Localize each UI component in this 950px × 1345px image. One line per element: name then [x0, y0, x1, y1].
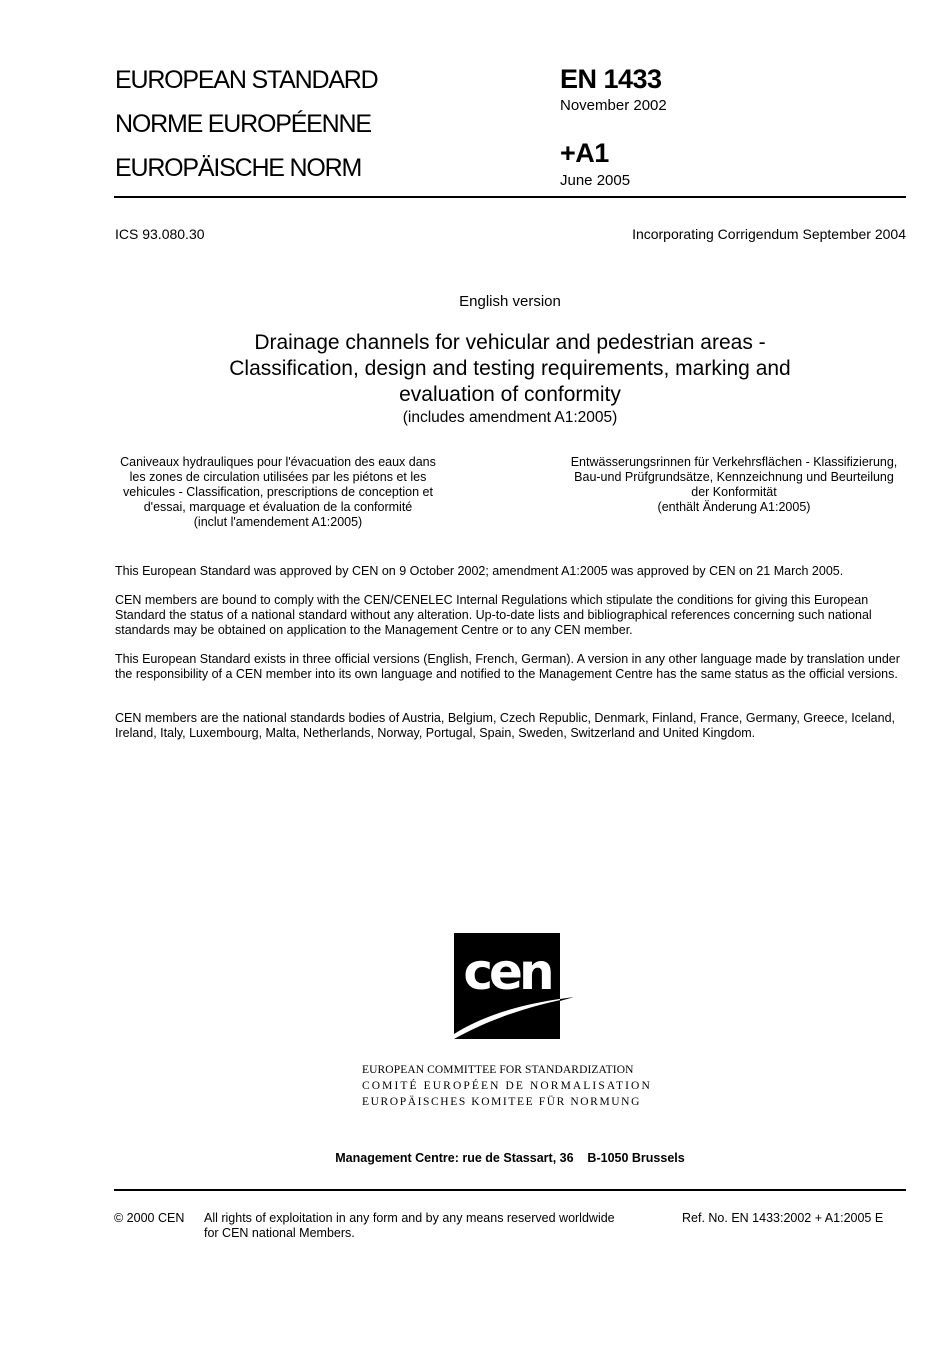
french-title-line: Caniveaux hydrauliques pour l'évacuation des eaux dans — [120, 455, 436, 469]
committee-french: COMITÉ EUROPÉEN DE NORMALISATION — [362, 1080, 652, 1092]
title-line: Classification, design and testing requirements, marking and — [229, 357, 791, 380]
french-title-line: les zones de circulation utilisées par les piétons et les — [129, 470, 427, 484]
french-title-line: vehicules - Classification, prescriptions de conception et — [123, 485, 433, 499]
cen-logo-text: cen — [463, 943, 551, 1001]
german-title — [562, 455, 906, 515]
rights-statement — [204, 1211, 664, 1241]
copyright: © 2000 CEN — [114, 1211, 185, 1225]
name-french: NORME EUROPÉENNE — [115, 110, 371, 138]
rights-line: All rights of exploitation in any form and by any means reserved worldwide — [204, 1211, 615, 1225]
name-english: EUROPEAN STANDARD — [115, 66, 378, 94]
cen-logo-icon — [454, 933, 574, 1039]
ics-code: ICS 93.080.30 — [115, 226, 205, 242]
french-title — [113, 455, 443, 530]
standard-names — [115, 68, 378, 181]
committee-names — [362, 1062, 658, 1110]
footer-divider — [114, 1189, 906, 1191]
french-title-line: d'essai, marquage et évaluation de la conformité — [143, 500, 413, 514]
members-paragraph: CEN members are the national standards bodies of Austria, Belgium, Czech Republic, Denmark, Finland, France, Germany, Greece, Iceland, Ireland, Italy, Luxembourg, Malta, Netherlands, Norway, Portugal, Spain, Sweden, Switzerland and United Kingdom. — [115, 711, 895, 740]
compliance-paragraph: CEN members are bound to comply with the CEN/CENELEC Internal Regulations which stipulate the conditions for giving this European Standard the status of a national standard without any alteration. Up-to-date lists and bibliographical references concerning such national standards may be obtained on application to the Management Centre or to any CEN member. — [115, 593, 872, 637]
approval-paragraph: This European Standard was approved by CEN on 9 October 2002; amendment A1:2005 was approved by CEN on 21 March 2005. — [115, 564, 844, 578]
german-title-line: Bau-und Prüfgrundsätze, Kennzeichnung und Beurteilung — [574, 470, 894, 484]
title-line: Drainage channels for vehicular and pedestrian areas - — [254, 331, 766, 354]
committee-german: EUROPÄISCHES KOMITEE FÜR NORMUNG — [362, 1096, 641, 1108]
name-german: EUROPÄISCHE NORM — [115, 154, 362, 182]
version-label: English version — [459, 293, 561, 310]
german-title-line: (enthält Änderung A1:2005) — [657, 500, 811, 514]
rights-line: for CEN national Members. — [204, 1226, 355, 1240]
amendment-number: +A1 — [560, 138, 609, 168]
standard-number: EN 1433 — [560, 64, 662, 94]
document-title — [160, 330, 860, 408]
corrigendum-note: Incorporating Corrigendum September 2004 — [632, 226, 906, 242]
amendment-date: June 2005 — [560, 172, 631, 189]
management-centre: Management Centre: rue de Stassart, 36 B-1050 Brussels — [335, 1151, 685, 1165]
includes-amendment: (includes amendment A1:2005) — [402, 409, 618, 426]
title-line: evaluation of conformity — [399, 383, 621, 406]
versions-paragraph: This European Standard exists in three official versions (English, French, German). A version in any other language made by translation under the responsibility of a CEN member into its own language and notified to the Management Centre has the same status as the official versions. — [115, 652, 900, 681]
german-title-line: der Konformität — [691, 485, 777, 499]
french-title-line: (inclut l'amendement A1:2005) — [193, 515, 363, 529]
committee-english: EUROPEAN COMMITTEE FOR STANDARDIZATION — [362, 1064, 634, 1076]
reference-number: Ref. No. EN 1433:2002 + A1:2005 E — [682, 1211, 884, 1225]
header-divider — [114, 196, 906, 198]
german-title-line: Entwässerungsrinnen für Verkehrsflächen - Klassifizierung, — [570, 455, 898, 469]
cen-logo — [454, 933, 574, 1039]
standard-date: November 2002 — [560, 97, 667, 114]
